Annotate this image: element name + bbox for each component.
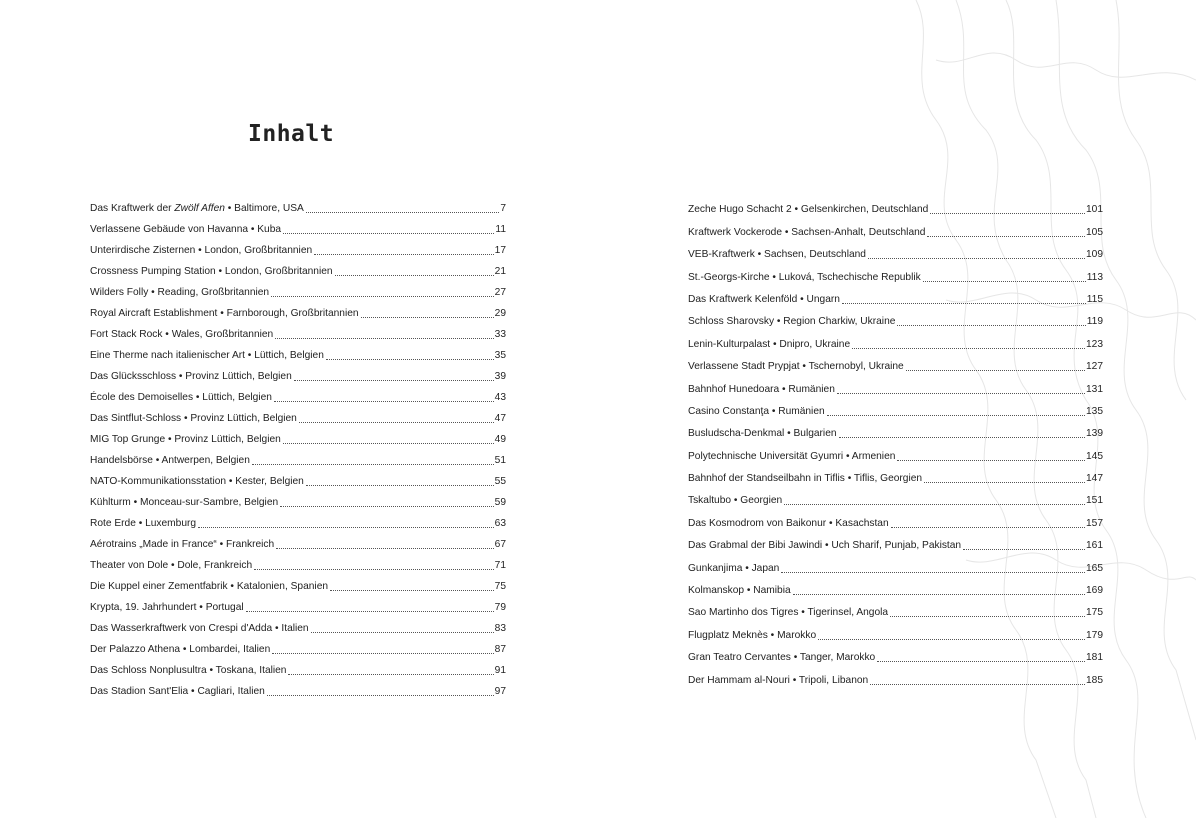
toc-entry[interactable] [688, 353, 1103, 375]
toc-entry[interactable] [90, 238, 506, 259]
toc-page-number: 83 [494, 623, 506, 634]
toc-entry-text: Rote Erde • Luxemburg [90, 518, 197, 529]
toc-entry[interactable] [90, 406, 506, 427]
toc-entry-title [90, 284, 269, 301]
toc-entry[interactable] [90, 364, 506, 385]
toc-entry-title [90, 431, 281, 448]
toc-page-number: 63 [494, 518, 506, 529]
dot-leader [272, 653, 493, 654]
toc-entry-text: St.-Georgs-Kirche • Luková, Tschechische Republik [688, 271, 921, 283]
toc-entry-text: Das Kraftwerk der [90, 203, 175, 214]
toc-entry-text: Bahnhof der Standseilbahn in Tiflis • Tiflis, Georgien [688, 473, 923, 485]
toc-entry-title [90, 536, 274, 553]
toc-entry[interactable] [688, 330, 1103, 352]
toc-page-number: 157 [1086, 517, 1103, 529]
toc-page-number: 35 [494, 350, 506, 361]
dot-leader [877, 661, 1085, 662]
toc-entry-text: VEB-Kraftwerk • Sachsen, Deutschland [688, 249, 866, 261]
toc-entry-title [90, 641, 270, 658]
toc-entry-title [90, 494, 278, 511]
toc-entry[interactable] [688, 554, 1103, 576]
toc-page-number: 47 [494, 413, 506, 424]
dot-leader [842, 303, 1086, 304]
toc-entry[interactable] [688, 218, 1103, 240]
toc-entry[interactable] [688, 577, 1103, 599]
dot-leader [784, 504, 1085, 505]
toc-entry-text: Gran Teatro Cervantes • Tanger, Marokko [688, 652, 876, 664]
toc-page-number: 79 [494, 602, 506, 613]
toc-entry[interactable] [90, 658, 506, 679]
toc-entry-text: Das Grabmal der Bibi Jawindi • Uch Sharif, Punjab, Pakistan [688, 540, 962, 552]
toc-entry-text: Verlassene Gebäude von Havanna • Kuba [90, 224, 282, 235]
dot-leader [930, 213, 1085, 214]
toc-entry[interactable] [90, 322, 506, 343]
toc-entry-text: Polytechnische Universität Gyumri • Armenien [688, 450, 896, 462]
toc-entry-title [90, 347, 324, 364]
toc-entry-title [90, 368, 292, 385]
toc-entry[interactable] [90, 469, 506, 490]
toc-entry-text: Theater von Dole • Dole, Frankreich [90, 560, 253, 571]
toc-entry-title [688, 246, 866, 263]
toc-entry[interactable] [688, 442, 1103, 464]
toc-entry[interactable] [90, 427, 506, 448]
dot-leader [927, 236, 1085, 237]
toc-entry-title [688, 291, 840, 308]
toc-page-number: 51 [494, 455, 506, 466]
toc-entry-title [688, 224, 925, 241]
dot-leader [314, 254, 494, 255]
toc-entry-title [688, 201, 928, 218]
toc-page-number: 165 [1086, 562, 1103, 574]
toc-page-number: 75 [494, 581, 506, 592]
toc-page-number: 27 [494, 287, 506, 298]
toc-entry-text: Kühlturm • Monceau-sur-Sambre, Belgien [90, 497, 279, 508]
toc-page-number: 175 [1086, 607, 1103, 619]
dot-leader [294, 380, 494, 381]
toc-entry-title [90, 389, 272, 406]
toc-entry-title [688, 425, 837, 442]
toc-entry[interactable] [688, 398, 1103, 420]
dot-leader [306, 485, 494, 486]
dot-leader [890, 616, 1085, 617]
toc-entry-title [688, 604, 888, 621]
toc-entry-text: Fort Stack Rock • Wales, Großbritannien [90, 329, 274, 340]
toc-entry[interactable] [688, 196, 1103, 218]
toc-page-number: 87 [494, 644, 506, 655]
toc-entry-italic-text: Zwölf Affen [174, 203, 225, 214]
toc-page-number: 151 [1086, 495, 1103, 507]
toc-entry[interactable] [90, 679, 506, 700]
toc-entry-title [688, 470, 922, 487]
toc-entry-title [688, 627, 816, 644]
toc-entry[interactable] [688, 621, 1103, 643]
toc-entry-title [90, 305, 359, 322]
toc-entry-title [90, 557, 252, 574]
toc-page-number: 127 [1086, 361, 1103, 373]
toc-entry[interactable] [90, 511, 506, 532]
toc-entry-text: Sao Martinho dos Tigres • Tigerinsel, Angola [688, 607, 889, 619]
toc-entry-text: Unterirdische Zisternen • London, Großbritannien [90, 245, 313, 256]
toc-entry-title [688, 582, 791, 599]
dot-leader [283, 443, 494, 444]
toc-entry-title [688, 537, 961, 554]
toc-page-number: 185 [1086, 674, 1103, 686]
toc-entry-text: Die Kuppel einer Zementfabrik • Katalonien, Spanien [90, 581, 329, 592]
dot-leader [963, 549, 1085, 550]
toc-entry[interactable] [688, 241, 1103, 263]
toc-page-number: 97 [494, 686, 506, 697]
toc-entry-text: Busludscha-Denkmal • Bulgarien [688, 428, 837, 440]
toc-entry-title [90, 326, 273, 343]
toc-entry[interactable] [688, 375, 1103, 397]
toc-entry-text: Der Hammam al-Nouri • Tripoli, Libanon [688, 674, 869, 686]
toc-entry-title [688, 403, 825, 420]
toc-entry[interactable] [90, 490, 506, 511]
toc-right-column [688, 196, 1103, 689]
dot-leader [361, 317, 494, 318]
dot-leader [839, 437, 1085, 438]
toc-entry-text: Das Kraftwerk Kelenföld • Ungarn [688, 293, 840, 305]
toc-entry-title [90, 473, 304, 490]
dot-leader [870, 684, 1085, 685]
page-title: Inhalt [248, 121, 335, 147]
toc-entry[interactable] [90, 532, 506, 553]
toc-entry[interactable] [90, 574, 506, 595]
toc-page-number: 29 [494, 308, 506, 319]
toc-entry-title [688, 358, 904, 375]
dot-leader [818, 639, 1085, 640]
toc-page-number: 105 [1086, 226, 1103, 238]
toc-entry[interactable] [688, 420, 1103, 442]
toc-entry[interactable] [688, 286, 1103, 308]
toc-entry[interactable] [90, 448, 506, 469]
toc-entry-title [688, 448, 895, 465]
dot-leader [852, 348, 1085, 349]
dot-leader [276, 548, 493, 549]
toc-entry[interactable] [90, 301, 506, 322]
toc-entry-title [688, 381, 835, 398]
toc-page-number: 67 [494, 539, 506, 550]
dot-leader [252, 464, 494, 465]
toc-entry[interactable] [90, 553, 506, 574]
toc-entry-text: Casino Constanţa • Rumänien [688, 405, 825, 417]
toc-entry-text: Das Glücksschloss • Provinz Lüttich, Belgien [90, 371, 292, 382]
toc-entry-title [90, 242, 312, 259]
toc-entry-title [688, 515, 889, 532]
toc-entry[interactable] [688, 487, 1103, 509]
toc-entry[interactable] [688, 308, 1103, 330]
dot-leader [897, 460, 1085, 461]
toc-entry-text: Wilders Folly • Reading, Großbritannien [90, 287, 270, 298]
toc-entry-text: Das Kosmodrom von Baikonur • Kasachstan [688, 517, 889, 529]
toc-page-number: 109 [1086, 249, 1103, 261]
toc-entry-text-suffix: • Baltimore, USA [224, 203, 304, 214]
toc-entry[interactable] [90, 196, 506, 217]
toc-page-number: 43 [494, 392, 506, 403]
dot-leader [271, 296, 494, 297]
dot-leader [897, 325, 1085, 326]
toc-page-number: 131 [1086, 383, 1103, 395]
toc-page-number: 179 [1086, 629, 1103, 641]
dot-leader [923, 281, 1086, 282]
toc-entry[interactable] [688, 263, 1103, 285]
toc-page-number: 101 [1086, 204, 1103, 216]
toc-entry-text: Lenin-Kulturpalast • Dnipro, Ukraine [688, 338, 851, 350]
toc-page-number: 71 [494, 560, 506, 571]
toc-entry-text: Bahnhof Hunedoara • Rumänien [688, 383, 835, 395]
toc-left-column [90, 196, 506, 700]
toc-entry-text: MIG Top Grunge • Provinz Lüttich, Belgien [90, 434, 281, 445]
toc-page-number: 145 [1086, 450, 1103, 462]
dot-leader [827, 415, 1085, 416]
toc-entry-text: Das Schloss Nonplusultra • Toskana, Italien [90, 665, 287, 676]
toc-entry-text: Handelsbörse • Antwerpen, Belgien [90, 455, 250, 466]
toc-entry-text: Krypta, 19. Jahrhundert • Portugal [90, 602, 244, 613]
toc-entry-title [90, 263, 333, 280]
toc-entry[interactable] [688, 599, 1103, 621]
dot-leader [275, 338, 493, 339]
toc-page-number: 91 [494, 665, 506, 676]
toc-entry-text: Das Wasserkraftwerk von Crespi d'Adda • Italien [90, 623, 309, 634]
toc-entry[interactable] [688, 532, 1103, 554]
dot-leader [906, 370, 1085, 371]
toc-entry-text: Der Palazzo Athena • Lombardei, Italien [90, 644, 271, 655]
toc-entry-title [90, 599, 244, 616]
toc-entry-title [90, 683, 265, 700]
dot-leader [781, 572, 1085, 573]
toc-page-number: 113 [1086, 271, 1103, 283]
toc-entry[interactable] [90, 595, 506, 616]
toc-entry-title [90, 452, 250, 469]
toc-entry-text: Eine Therme nach italienischer Art • Lüttich, Belgien [90, 350, 324, 361]
toc-page-number: 21 [494, 266, 506, 277]
toc-entry-text: NATO-Kommunikationsstation • Kester, Belgien [90, 476, 304, 487]
toc-entry-text: Royal Aircraft Establishment • Farnborough, Großbritannien [90, 308, 359, 319]
toc-entry-text: Aérotrains „Made in France“ • Frankreich [90, 539, 275, 550]
toc-page-number: 49 [494, 434, 506, 445]
dot-leader [280, 506, 494, 507]
dot-leader [283, 233, 494, 234]
dot-leader [326, 359, 494, 360]
toc-entry-title [90, 410, 297, 427]
toc-entry-text: Flugplatz Meknès • Marokko [688, 629, 817, 641]
toc-entry[interactable] [688, 666, 1103, 688]
toc-entry-text: Schloss Sharovsky • Region Charkiw, Ukraine [688, 316, 896, 328]
toc-entry-title [90, 221, 281, 238]
dot-leader [868, 258, 1085, 259]
toc-entry-text: Gunkanjima • Japan [688, 562, 780, 574]
dot-leader [288, 674, 493, 675]
toc-page-number: 123 [1086, 338, 1103, 350]
dot-leader [924, 482, 1085, 483]
toc-page-number: 55 [494, 476, 506, 487]
toc-entry-text: Das Sintflut-Schloss • Provinz Lüttich, Belgien [90, 413, 297, 424]
toc-page-number: 17 [494, 245, 506, 256]
toc-entry[interactable] [90, 616, 506, 637]
dot-leader [793, 594, 1085, 595]
toc-entry[interactable] [688, 509, 1103, 531]
toc-entry-title [90, 515, 196, 532]
dot-leader [246, 611, 494, 612]
toc-page-number: 135 [1086, 405, 1103, 417]
toc-entry-title [90, 200, 304, 217]
toc-entry-title [90, 578, 328, 595]
toc-entry-text: Verlassene Stadt Prypjat • Tschernobyl, Ukraine [688, 361, 904, 373]
toc-entry[interactable] [90, 259, 506, 280]
toc-page-number: 169 [1086, 585, 1103, 597]
toc-page-number: 181 [1086, 652, 1103, 664]
toc-page-number: 33 [494, 329, 506, 340]
toc-page-number: 59 [494, 497, 506, 508]
toc-entry[interactable] [90, 385, 506, 406]
dot-leader [335, 275, 494, 276]
toc-page-number: 11 [495, 224, 506, 235]
dot-leader [274, 401, 494, 402]
dot-leader [837, 393, 1085, 394]
toc-entry-title [90, 662, 286, 679]
toc-entry-text: Das Stadion Sant'Elia • Cagliari, Italien [90, 686, 265, 697]
toc-entry-title [688, 649, 875, 666]
toc-entry[interactable] [688, 644, 1103, 666]
dot-leader [267, 695, 494, 696]
toc-entry-text: École des Demoiselles • Lüttich, Belgien [90, 392, 272, 403]
toc-entry[interactable] [688, 465, 1103, 487]
dot-leader [306, 212, 500, 213]
dot-leader [198, 527, 494, 528]
toc-entry[interactable] [90, 280, 506, 301]
toc-entry[interactable] [90, 637, 506, 658]
toc-entry-title [688, 313, 895, 330]
toc-entry-text: Crossness Pumping Station • London, Großbritannien [90, 266, 333, 277]
toc-entry-text: Tskaltubo • Georgien [688, 495, 783, 507]
toc-page-number: 39 [494, 371, 506, 382]
dot-leader [254, 569, 494, 570]
toc-page-number: 115 [1086, 293, 1103, 305]
toc-entry[interactable] [90, 217, 506, 238]
toc-page-number: 161 [1086, 540, 1103, 552]
dot-leader [891, 527, 1085, 528]
toc-entry-title [688, 492, 782, 509]
toc-entry-title [688, 336, 850, 353]
toc-page-number: 147 [1086, 473, 1103, 485]
toc-entry-title [688, 269, 921, 286]
toc-entry[interactable] [90, 343, 506, 364]
dot-leader [311, 632, 494, 633]
toc-entry-text: Kraftwerk Vockerode • Sachsen-Anhalt, Deutschland [688, 226, 926, 238]
toc-page-number: 139 [1086, 428, 1103, 440]
toc-entry-title [688, 672, 868, 689]
toc-entry-text: Kolmanskop • Namibia [688, 585, 791, 597]
dot-leader [330, 590, 494, 591]
toc-entry-title [90, 620, 309, 637]
toc-page-number: 7 [500, 203, 506, 214]
dot-leader [299, 422, 494, 423]
toc-entry-text: Zeche Hugo Schacht 2 • Gelsenkirchen, Deutschland [688, 204, 929, 216]
toc-page-number: 119 [1086, 316, 1103, 328]
toc-entry-title [688, 560, 779, 577]
